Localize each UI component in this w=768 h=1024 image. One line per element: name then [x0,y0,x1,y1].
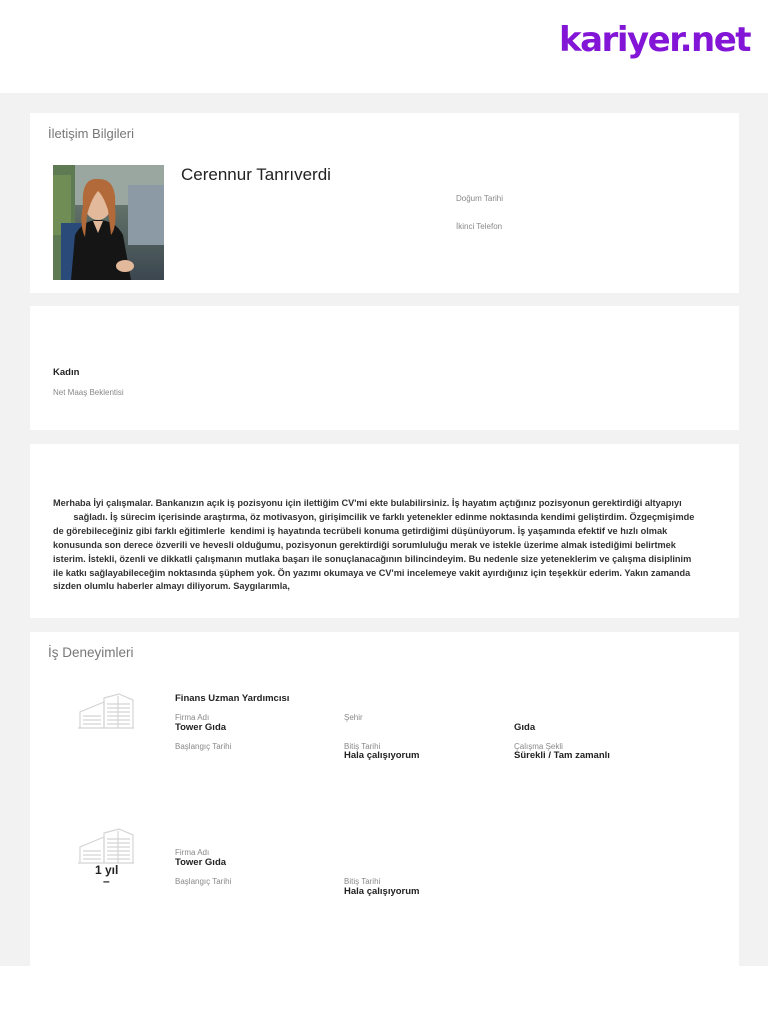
exp2-end-label: Bitiş Tarihi [344,877,381,886]
gender-value: Kadın [53,367,80,378]
company-building-icon [77,692,135,730]
cover-letter-text: Merhaba İyi çalışmalar. Bankanızın açık iş pozisyonu için ilettiğim CV'mi ekte bulabilirsiniz. İş hayatım açtığınız pozisyonun gerektirdiği altyapıyı sağladı. İş sürecim içerisinde araştırma, öz motivasyon, girişimcilik ve farklı yetenekler edinme noktasında kendimi geliştirdim. Özgeçmişimde de görebileceğiniz gibi farklı eğitimlerle kendimi iş hayatında tecrübeli konuma getirdiğimi düşünüyorum. İş yaşamında efektif ve hızlı olmak konusunda son derece özverili ve hevesli olduğumu, pozisyonun gerektirdiği sorumluluğu merak ve istekle üzerime almak istediğimi belirtmek isterim. İstekli, özenli ve dikkatli çalışmanın mutlaka başarı ile sonuçlanacağının bilincindeyim. Bu nedenle size yeteneklerim ve çalışma disiplinim ile katkı sağlayabileceğim noktasında şüphem yok. Ön yazımı okumaya ve CV'mi incelemeye vakit ayırdığınız için teşekkür ederim. Yakın zamanda sizden olumlu haberler almayı diliyorum. Saygılarımla, [53,498,695,592]
exp1-work-type: Sürekli / Tam zamanlı [514,750,610,761]
exp2-company-label: Firma Adı [175,848,210,857]
exp2-end: Hala çalışıyorum [344,886,420,897]
exp1-city-label: Şehir [344,713,363,722]
personal-info-card [30,306,739,430]
experience-card [30,632,739,966]
exp2-start-label: Başlangıç Tarihi [175,877,232,886]
exp1-end: Hala çalışıyorum [344,750,420,761]
salary-expectation-label: Net Maaş Beklentisi [53,388,124,397]
exp2-duration: 1 yıl [95,863,119,877]
exp1-sector: Gıda [514,722,536,733]
kariyer-logo[interactable]: kariyer.net [559,20,751,60]
company-building-icon [77,827,135,865]
exp1-end-label: Bitiş Tarihi [344,742,381,751]
exp2-company: Tower Gıda [175,857,227,868]
profile-photo [53,165,164,280]
exp1-work-type-label: Çalışma Şekli [514,742,563,751]
birth-date-label: Doğum Tarihi [456,194,503,203]
exp2-dash: – [103,874,110,888]
second-phone-label: İkinci Telefon [456,222,503,231]
experience-section-title: İş Deneyimleri [48,645,134,660]
candidate-name: Cerennur Tanrıverdi [181,165,331,184]
exp1-company: Tower Gıda [175,722,227,733]
contact-section-title: İletişim Bilgileri [48,126,134,141]
page-header [0,0,768,93]
exp1-company-label: Firma Adı [175,713,210,722]
exp1-position: Finans Uzman Yardımcısı [175,693,290,704]
exp1-start-label: Başlangıç Tarihi [175,742,232,751]
